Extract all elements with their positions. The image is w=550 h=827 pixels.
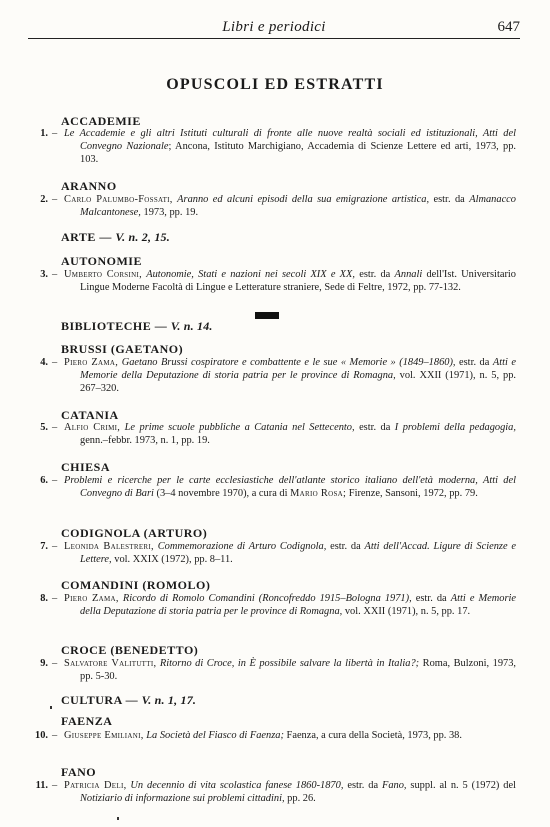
entry-connector: estr. da: [330, 541, 361, 552]
entry-author: Piero Zama,: [64, 357, 119, 368]
entry-connector: estr. da: [347, 780, 379, 791]
entry-3: [30, 268, 516, 294]
page-number: 647: [497, 19, 520, 35]
entry-source: Fano,: [381, 780, 407, 791]
entry-connector: estr. da: [433, 194, 465, 205]
entry-connector: estr. da: [459, 357, 490, 368]
heading-catania: CATANIA: [61, 408, 119, 422]
heading-text: CULTURA —: [61, 693, 142, 707]
heading-biblioteche: [61, 319, 213, 334]
entry-dash: –: [52, 593, 58, 604]
heading-aranno: ARANNO: [61, 179, 117, 193]
heading-text: ARTE —: [61, 230, 116, 244]
entry-dash: –: [52, 475, 58, 486]
entry-title: Ritorno di Croce, in È possibile salvare la libertà in Italia?;: [159, 658, 420, 669]
entry-author: Alfio Crimi,: [64, 422, 121, 433]
heading-autonomie: AUTONOMIE: [61, 254, 142, 268]
ink-speck: [50, 706, 52, 709]
entry-title: Ricordo di Romolo Comandini (Roncofreddo 1915–Bologna 1971),: [122, 593, 412, 604]
entry-supplement: suppl. al n. 5 (1972) del: [410, 780, 516, 791]
entry-11: [30, 779, 516, 805]
heading-croce: CROCE (BENEDETTO): [61, 643, 199, 657]
entry-source: Almanacco Malcantonese,: [80, 194, 516, 219]
entry-6: [30, 474, 516, 500]
entry-title: Un decennio di vita scolastica fanese 1860-1870,: [130, 780, 344, 791]
heading-cultura: [61, 693, 196, 708]
running-head: [28, 18, 520, 39]
entry-dash: –: [52, 357, 58, 368]
entry-details: Faenza, a cura della Società, 1973, pp. 38.: [286, 730, 462, 741]
entry-number: 5.: [40, 422, 48, 433]
entry-details: Roma, Bulzoni, 1973, pp. 5-30.: [80, 658, 517, 683]
entry-title: Problemi e ricerche per le carte ecclesiastiche dell'atlante storico italiano dell'età moderna, Atti del Convegno di Bari: [64, 475, 516, 500]
entry-dash: –: [52, 780, 58, 791]
entry-7: [30, 540, 516, 566]
entry-details: (3–4 novembre 1970), a cura di: [156, 488, 288, 500]
entry-source: I problemi della pedagogia,: [394, 422, 516, 433]
entry-connector: estr. da: [415, 593, 447, 604]
heading-chiesa: CHIESA: [61, 460, 111, 474]
entry-author: Patricia Deli,: [64, 780, 127, 791]
cross-reference: V. n. 2, 15.: [115, 230, 170, 244]
entry-title: Commemorazione di Arturo Codignola,: [157, 541, 327, 552]
entry-number: 6.: [40, 475, 48, 486]
entry-author: Giuseppe Emiliani,: [64, 730, 144, 741]
entry-details: 1973, pp. 19.: [143, 207, 199, 219]
entry-title: La Società del Fiasco di Faenza;: [146, 730, 284, 741]
entry-number: 11.: [35, 780, 48, 791]
entry-title: Le prime scuole pubbliche a Catania nel Settecento,: [124, 422, 355, 433]
entry-dash: –: [52, 658, 58, 669]
entry-dash: –: [52, 128, 58, 139]
entry-connector: estr. da: [359, 422, 391, 433]
entry-author: Umberto Corsini,: [64, 269, 143, 280]
entry-editor: Mario Rosa;: [290, 488, 347, 500]
entry-title: Gaetano Brussi cospiratore e combattente e le sue « Memorie » (1849–1860),: [121, 357, 456, 368]
entry-author: Piero Zama,: [64, 593, 119, 604]
entry-2: [30, 193, 516, 219]
entry-number: 8.: [40, 593, 48, 604]
entry-dash: –: [52, 422, 58, 433]
entry-number: 9.: [40, 658, 48, 669]
heading-fano: FANO: [61, 765, 97, 779]
entry-author: Carlo Palumbo-Fossati,: [64, 194, 173, 205]
entry-publisher: Firenze, Sansoni, 1972, pp. 79.: [348, 488, 478, 500]
entry-8: [30, 592, 516, 618]
entry-9: [30, 657, 516, 683]
entry-dash: –: [52, 541, 58, 552]
entry-author: Leonida Balestreri,: [64, 541, 154, 552]
heading-arte: [61, 230, 170, 245]
entry-source: Annali: [394, 269, 423, 280]
entry-title: Le Accademie e gli altri Istituti culturali di fronte alle nuove realtà sociali ed istituzionali, Atti del Convegno Nazionale: [64, 128, 516, 153]
entry-author: Salvatore Valitutti,: [64, 658, 157, 669]
entry-details: vol. XXII (1971), n. 5, pp. 17.: [344, 606, 471, 618]
entry-details: dell'Ist. Universitario Lingue Moderne Facoltà di Lingue e Letterature straniere, Sede di Feltre, 1972, pp. 77-132.: [80, 269, 516, 294]
entry-source: Atti e Memorie della Deputazione di storia patria per le province di Romagna,: [80, 593, 517, 618]
heading-faenza: FAENZA: [61, 714, 113, 728]
section-title: OPUSCOLI ED ESTRATTI: [166, 76, 384, 93]
running-title: Libri e periodici: [222, 19, 326, 35]
entry-details: pp. 26.: [287, 793, 316, 805]
entry-number: 7.: [40, 541, 48, 552]
entry-number: 10.: [35, 730, 48, 741]
entry-number: 3.: [40, 269, 48, 280]
entry-number: 2.: [40, 194, 48, 205]
entry-details: vol. XXII (1971), n. 5, pp. 267–320.: [80, 370, 516, 395]
entry-details: vol. XXIX (1972), pp. 8–11.: [114, 554, 233, 566]
entry-details: ; Ancona, Istituto Marchigiano, Accademia di Scienze Lettere ed arti, 1973, pp. 103.: [80, 141, 516, 166]
cross-reference: V. n. 14.: [170, 319, 213, 333]
ink-speck: [117, 817, 119, 820]
entry-10: [30, 729, 516, 742]
entry-periodical: Notiziario di informazione sui problemi cittadini,: [80, 793, 285, 805]
entry-title: Aranno ed alcuni episodi della sua emigrazione artistica,: [177, 194, 430, 205]
heading-brussi: BRUSSI (GAETANO): [61, 342, 184, 356]
entry-1: [30, 127, 516, 167]
ink-smudge: [255, 312, 279, 319]
cross-reference: V. n. 1, 17.: [141, 693, 197, 707]
entry-number: 4.: [40, 357, 48, 368]
entry-dash: –: [52, 269, 58, 280]
entry-source: Atti e Memorie della Deputazione di storia patria per le province di Romagna,: [80, 357, 516, 382]
entry-number: 1.: [40, 128, 48, 139]
entry-5: [30, 421, 516, 447]
entry-4: [30, 356, 516, 396]
entry-source: Atti dell'Accad. Ligure di Scienze e Lettere,: [80, 541, 516, 566]
heading-accademie: ACCADEMIE: [61, 114, 141, 128]
heading-comandini: COMANDINI (ROMOLO): [61, 578, 211, 592]
entry-dash: –: [52, 730, 58, 741]
entry-details: genn.–febbr. 1973, n. 1, pp. 19.: [80, 435, 210, 447]
entry-title: Autonomie, Stati e nazioni nei secoli XIX e XX,: [146, 269, 355, 280]
heading-codignola: CODIGNOLA (ARTURO): [61, 526, 208, 540]
heading-text: BIBLIOTECHE —: [61, 319, 171, 333]
entry-dash: –: [52, 194, 58, 205]
entry-connector: estr. da: [359, 269, 391, 280]
